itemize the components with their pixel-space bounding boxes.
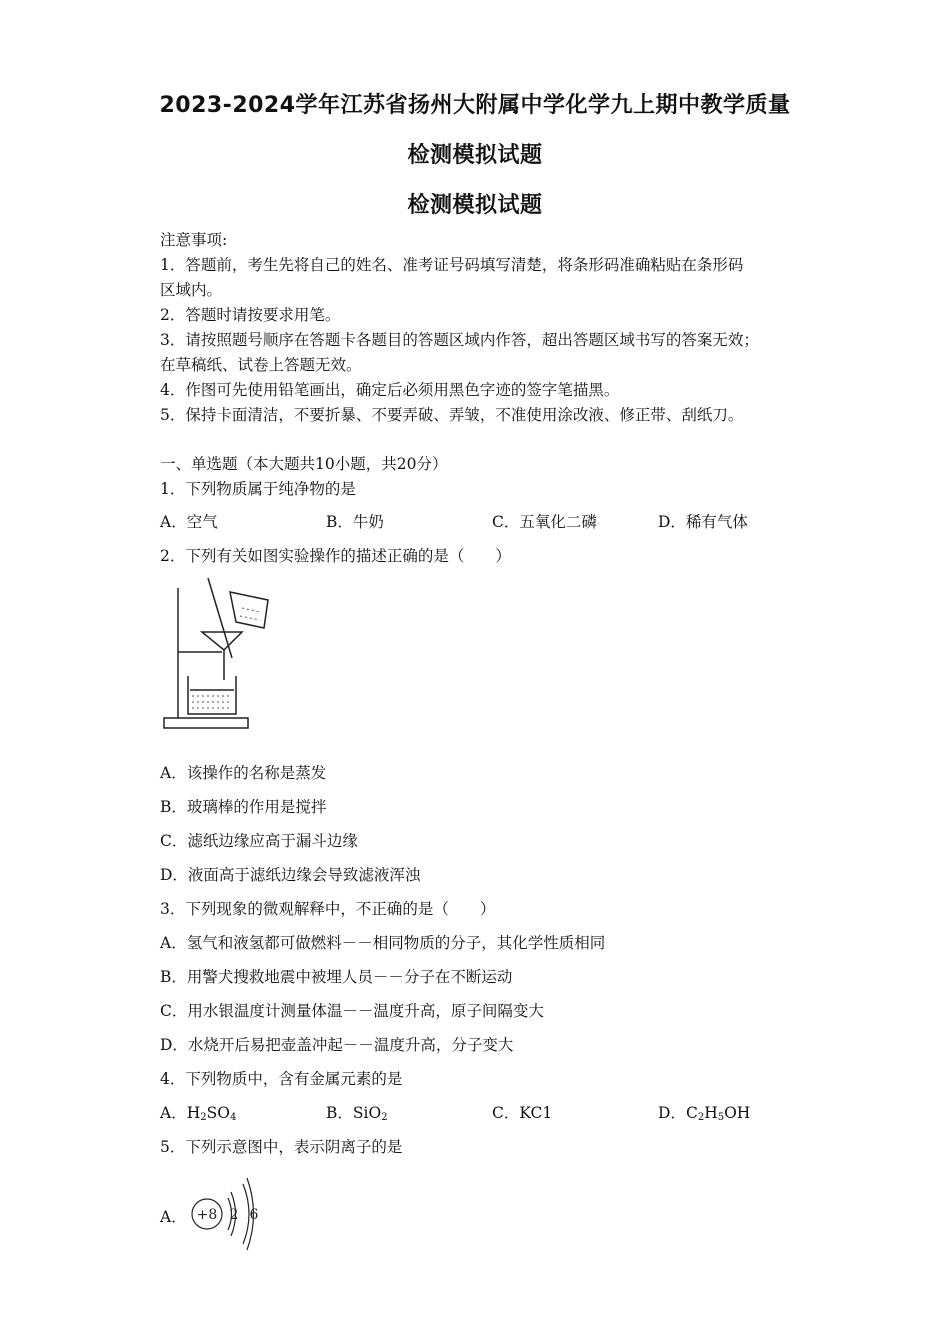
q4-option-d-label: D．: [658, 1104, 686, 1122]
notes-item: 3．请按照题号顺序在答题卡各题目的答题区域内作答，超出答题区域书写的答案无效；: [160, 331, 759, 349]
q4-option-b: [326, 1101, 388, 1123]
q4-option-a-label: A．: [160, 1104, 187, 1122]
nucleus-charge: +8: [196, 1207, 218, 1223]
formula-subscript: 5: [717, 1112, 725, 1123]
notes-item: 区域内。: [160, 281, 223, 299]
filtration-apparatus-figure: [160, 578, 280, 733]
q5-option-a-label: A．: [160, 1208, 187, 1226]
exam-title-line2: 检测模拟试题: [407, 143, 543, 168]
formula-part: SiO: [352, 1104, 382, 1122]
q4-option-c-label: C．: [492, 1104, 520, 1122]
shell-1-electrons: 2: [229, 1207, 239, 1223]
question-1-stem: 1．下列物质属于纯净物的是: [160, 480, 356, 498]
q3-option-a: A．氢气和液氢都可做燃料－－相同物质的分子，其化学性质相同: [160, 934, 606, 952]
formula-part: C: [685, 1104, 698, 1122]
shell-2-electrons: 6: [249, 1207, 259, 1223]
exam-title-line3: 检测模拟试题: [407, 193, 543, 218]
question-3-stem: 3．下列现象的微观解释中，不正确的是（ ）: [160, 900, 496, 918]
formula-part: H: [704, 1104, 718, 1122]
formula-subscript: 2: [381, 1112, 388, 1123]
formula-subscript: 2: [200, 1112, 207, 1123]
q3-option-b: B．用警犬搜救地震中被埋人员－－分子在不断运动: [160, 968, 513, 986]
formula-part: KC1: [519, 1104, 553, 1122]
q2-option-b: B．玻璃棒的作用是搅拌: [160, 798, 327, 816]
question-5-stem: 5．下列示意图中，表示阴离子的是: [160, 1138, 403, 1156]
notes-item: 2．答题时请按要求用笔。: [160, 306, 341, 324]
formula-subscript: 2: [697, 1112, 705, 1123]
q4-option-c: [492, 1101, 552, 1123]
formula-part: SO: [206, 1104, 230, 1122]
section-heading: 一、单选题（本大题共10小题，共20分）: [160, 455, 448, 473]
notes-item: 在草稿纸、试卷上答题无效。: [160, 356, 362, 374]
q1-option-a: A．空气: [160, 513, 218, 531]
q2-option-c: C．滤纸边缘应高于漏斗边缘: [160, 832, 358, 850]
notes-item: 5．保持卡面清洁，不要折暴、不要弄破、弄皱，不准使用涂改液、修正带、刮纸刀。: [160, 406, 744, 424]
question-4-stem: 4．下列物质中，含有金属元素的是: [160, 1070, 403, 1088]
notes-heading: 注意事项:: [160, 231, 228, 249]
exam-title-line1: 2023-2024学年江苏省扬州大附属中学化学九上期中教学质量: [159, 93, 791, 118]
notes-item: 4．作图可先使用铅笔画出，确定后必须用黑色字迹的签字笔描黑。: [160, 381, 620, 399]
formula-part: OH: [724, 1104, 751, 1122]
q3-option-d: D．水烧开后易把壶盖冲起－－温度升高，分子变大: [160, 1036, 514, 1054]
formula-part: H: [186, 1104, 201, 1122]
question-2-stem: 2．下列有关如图实验操作的描述正确的是（ ）: [160, 547, 511, 565]
atom-structure-diagram: [188, 1172, 268, 1258]
q4-option-a: [160, 1101, 236, 1123]
q4-option-d: [658, 1101, 750, 1123]
q2-option-a: A．该操作的名称是蒸发: [160, 764, 327, 782]
q1-option-b: B．牛奶: [326, 513, 384, 531]
q1-option-d: D．稀有气体: [658, 513, 748, 531]
q2-option-d: D．液面高于滤纸边缘会导致滤液浑浊: [160, 866, 421, 884]
formula-subscript: 4: [229, 1112, 237, 1123]
q3-option-c: C．用水银温度计测量体温－－温度升高，原子间隔变大: [160, 1002, 544, 1020]
q4-option-b-label: B．: [326, 1104, 353, 1122]
q1-option-c: C．五氧化二磷: [492, 513, 597, 531]
notes-item: 1．答题前，考生先将自己的姓名、准考证号码填写清楚，将条形码准确粘贴在条形码: [160, 256, 744, 274]
